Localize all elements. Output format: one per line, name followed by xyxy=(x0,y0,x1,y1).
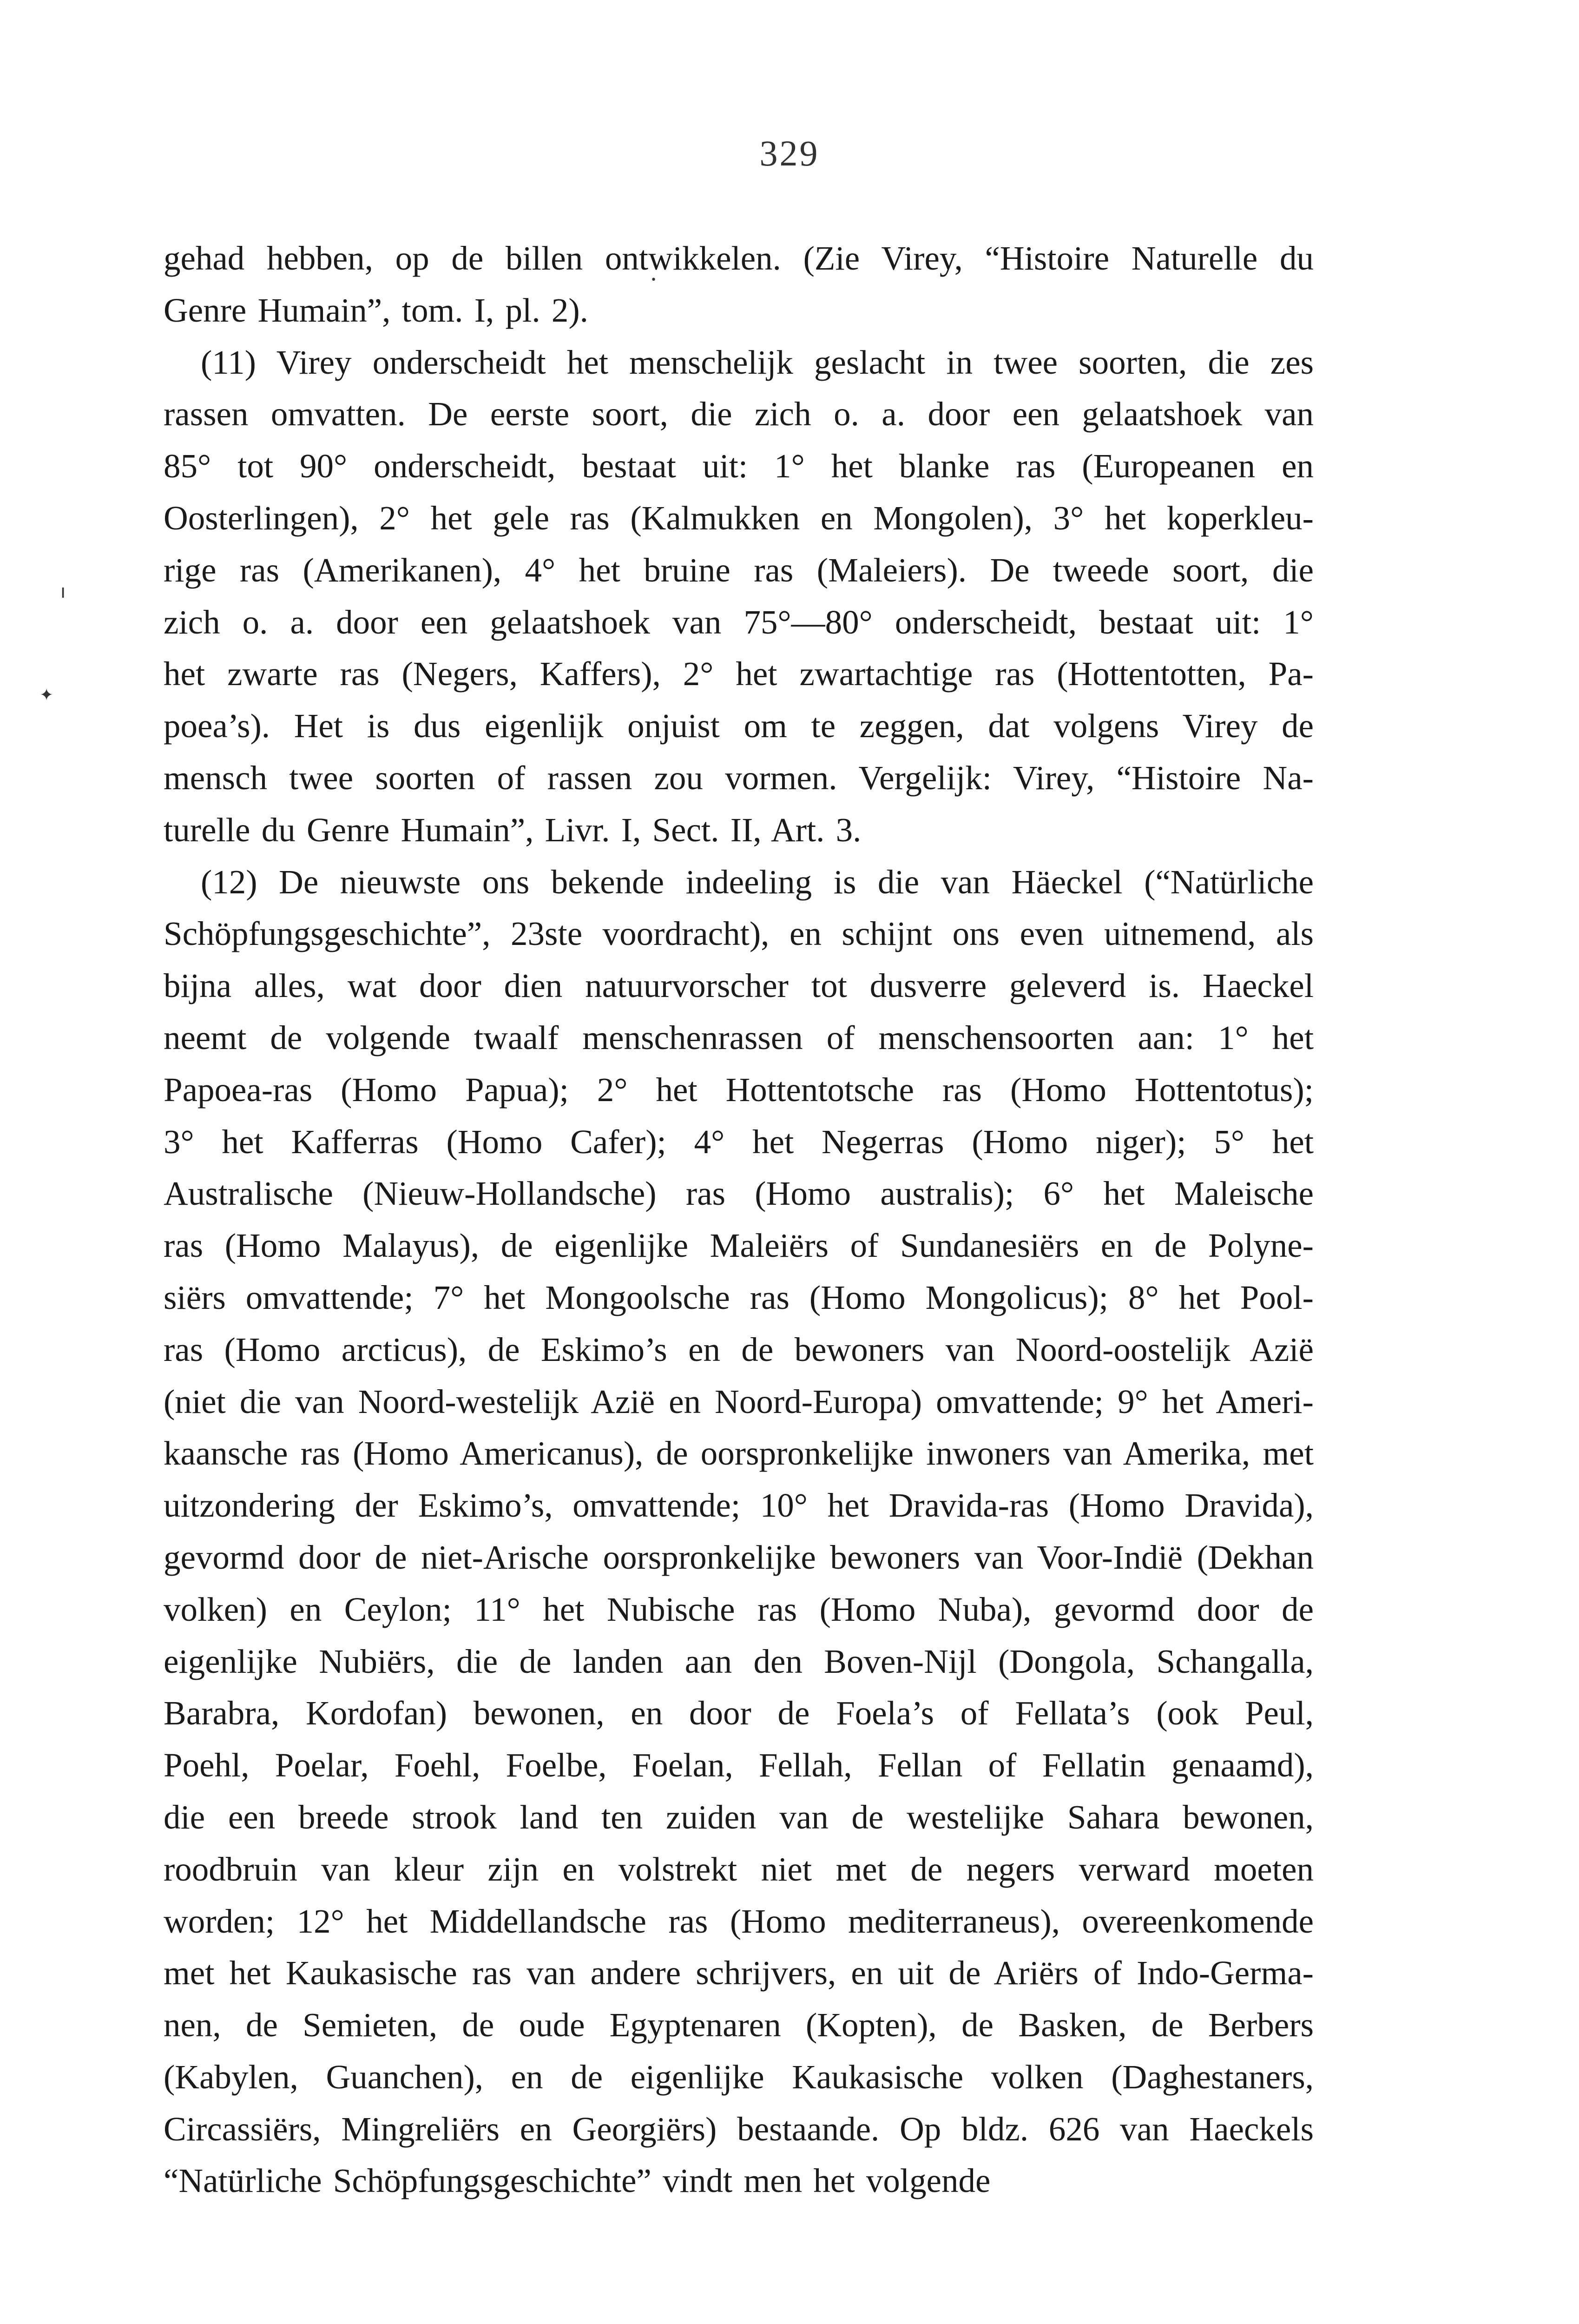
text-line: (11) Virey onderscheidt het menschelijk geslacht in twee soorten, die zes xyxy=(201,343,1314,381)
text-line: roodbruin van kleur zijn en volstrekt niet met de negers verward moeten xyxy=(164,1850,1314,1888)
text-line: Australische (Nieuw-Hollandsche) ras (Homo australis); 6° het Maleische xyxy=(164,1175,1314,1213)
text-line: poea’s). Het is dus eigenlijk onjuist om te zeggen, dat volgens Virey de xyxy=(164,707,1314,745)
text-line: Oosterlingen), 2° het gele ras (Kalmukken en Mongolen), 3° het koperkleu- xyxy=(164,499,1314,537)
text-line: “Natürliche Schöpfungsgeschichte” vindt men het volgende xyxy=(164,2162,991,2200)
text-line: die een breede strook land ten zuiden van de westelijke Sahara bewonen, xyxy=(164,1798,1314,1836)
text-line: siërs omvattende; 7° het Mongoolsche ras (Homo Mongolicus); 8° het Pool- xyxy=(164,1278,1314,1316)
text-line: uitzondering der Eskimo’s, omvattende; 10° het Dravida-ras (Homo Dravida), xyxy=(164,1486,1314,1525)
text-line: (12) De nieuwste ons bekende indeeling is die van Häeckel (“Natürliche xyxy=(201,863,1314,901)
text-line: Papoea-ras (Homo Papua); 2° het Hottentotsche ras (Homo Hottentotus); xyxy=(164,1070,1314,1109)
text-line: Schöpfungsgeschichte”, 23ste voordracht), en schijnt ons even uitnemend, als xyxy=(164,915,1314,953)
text-line: rassen omvatten. De eerste soort, die zich o. a. door een gelaatshoek van xyxy=(164,395,1314,433)
text-line: Genre Humain”, tom. I, pl. 2). xyxy=(164,291,588,329)
text-line: neemt de volgende twaalf menschenrassen of menschensoorten aan: 1° het xyxy=(164,1018,1314,1056)
text-line: ras (Homo arcticus), de Eskimo’s en de bewoners van Noord-oostelijk Azië xyxy=(164,1330,1314,1368)
text-line: rige ras (Amerikanen), 4° het bruine ras (Maleiers). De tweede soort, die xyxy=(164,551,1314,589)
text-line: Circassiërs, Mingreliërs en Georgiërs) bestaande. Op bldz. 626 van Haeckels xyxy=(164,2110,1314,2148)
text-line: zich o. a. door een gelaatshoek van 75°—80° onderscheidt, bestaat uit: 1° xyxy=(164,603,1314,641)
text-line: turelle du Genre Humain”, Livr. I, Sect. II, Art. 3. xyxy=(164,811,862,849)
text-line: gevormd door de niet-Arische oorspronkelijke bewoners van Voor-Indië (Dekhan xyxy=(164,1538,1314,1576)
page-number: 329 xyxy=(759,133,820,173)
text-line: kaansche ras (Homo Americanus), de oorspronkelijke inwoners van Amerika, met xyxy=(164,1434,1314,1472)
text-line: met het Kaukasische ras van andere schrijvers, en uit de Ariërs of Indo-Germa- xyxy=(164,1954,1314,1992)
body-text xyxy=(164,232,1314,2207)
text-line: 3° het Kafferras (Homo Cafer); 4° het Negerras (Homo niger); 5° het xyxy=(164,1122,1314,1161)
text-line: (niet die van Noord-westelijk Azië en Noord-Europa) omvattende; 9° het Ameri- xyxy=(164,1382,1314,1420)
margin-mark: ✦ xyxy=(39,686,54,705)
text-line: nen, de Semieten, de oude Egyptenaren (Kopten), de Basken, de Berbers xyxy=(164,2006,1314,2044)
text-line: worden; 12° het Middellandsche ras (Homo mediterraneus), overeenkomende xyxy=(164,1902,1314,1940)
text-line: ras (Homo Malayus), de eigenlijke Maleiërs of Sundanesiërs en de Polyne- xyxy=(164,1227,1314,1265)
text-line: eigenlijke Nubiërs, die de landen aan den Boven-Nijl (Dongola, Schangalla, xyxy=(164,1642,1314,1680)
text-line: mensch twee soorten of rassen zou vormen. Vergelijk: Virey, “Histoire Na- xyxy=(164,759,1314,797)
text-line: volken) en Ceylon; 11° het Nubische ras (Homo Nuba), gevormd door de xyxy=(164,1590,1314,1628)
text-line: 85° tot 90° onderscheidt, bestaat uit: 1° het blanke ras (Europeanen en xyxy=(164,447,1314,485)
text-line: Poehl, Poelar, Foehl, Foelbe, Foelan, Fellah, Fellan of Fellatin genaamd), xyxy=(164,1746,1314,1784)
text-line: Barabra, Kordofan) bewonen, en door de Foela’s of Fellata’s (ook Peul, xyxy=(164,1694,1314,1732)
text-line: gehad hebben, op de billen ontwikkelen. (Zie Virey, “Histoire Naturelle du xyxy=(164,239,1314,277)
text-line: bijna alles, wat door dien natuurvorscher tot dusverre geleverd is. Haeckel xyxy=(164,967,1314,1005)
margin-mark: ı xyxy=(60,581,66,602)
text-line: (Kabylen, Guanchen), en de eigenlijke Kaukasische volken (Daghestaners, xyxy=(164,2058,1314,2096)
margin-mark: • xyxy=(651,274,657,286)
text-line: het zwarte ras (Negers, Kaffers), 2° het zwartachtige ras (Hottentotten, Pa- xyxy=(164,655,1314,693)
